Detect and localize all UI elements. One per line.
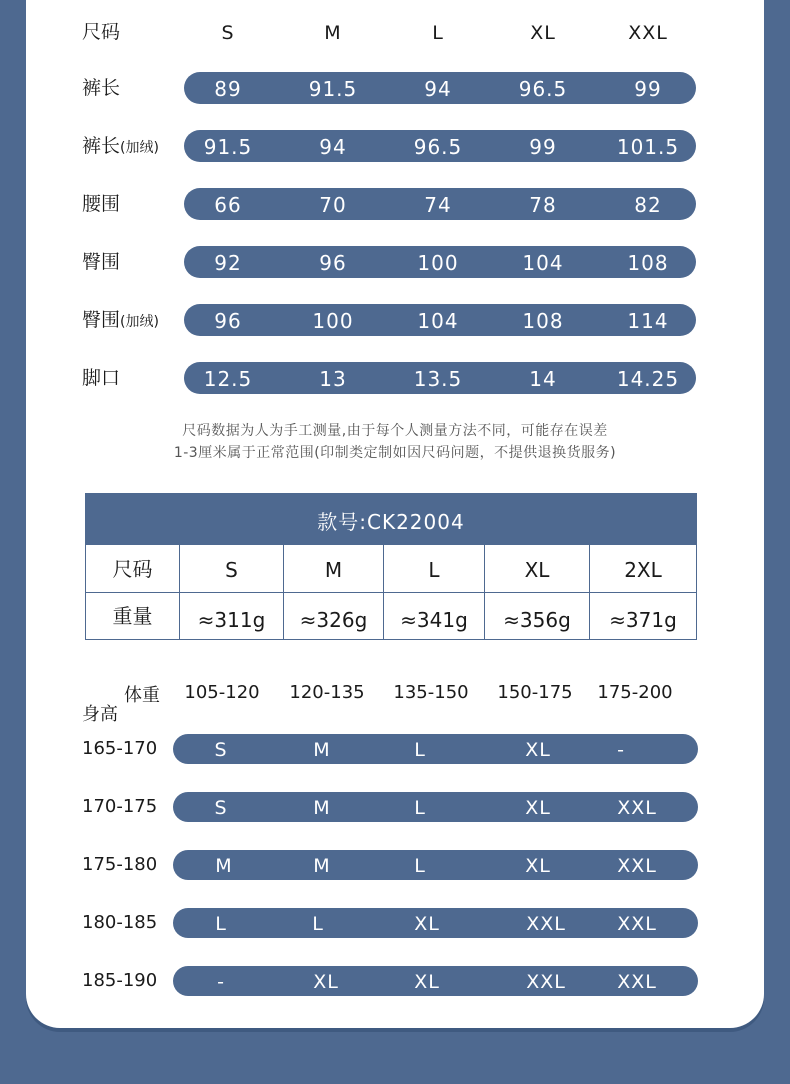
weight-axis-header: 体重 <box>124 685 160 706</box>
weight-range-header: 150-175 <box>497 682 573 703</box>
recommend-cell: XXL <box>617 797 657 819</box>
weight-range-header: 135-150 <box>393 682 469 703</box>
value-cell: 100 <box>312 309 354 333</box>
weight-size-label: 尺码 <box>86 544 180 592</box>
weight-table <box>85 493 697 640</box>
value-cell: 74 <box>424 193 452 217</box>
value-cell: 96 <box>319 251 347 275</box>
value-cell: 70 <box>319 193 347 217</box>
row-label-text: 腰围 <box>82 193 121 215</box>
row-label-text: 裤长 <box>82 77 121 99</box>
size-header-s: S <box>221 22 235 44</box>
recommend-cell: - <box>617 739 625 761</box>
value-cell: 99 <box>529 135 557 159</box>
height-range-label: 175-180 <box>82 854 158 875</box>
recommend-cell: - <box>217 971 225 993</box>
measure-row-pants-length <box>0 72 790 104</box>
value-cell: 12.5 <box>203 367 253 391</box>
weight-size-cell: M <box>284 544 384 592</box>
recommend-cell: XL <box>313 971 339 993</box>
value-cell: 114 <box>627 309 669 333</box>
recommend-cell: L <box>414 797 426 819</box>
row-label <box>82 72 120 104</box>
recommend-cell: XXL <box>526 971 566 993</box>
weight-range-header: 105-120 <box>184 682 260 703</box>
value-cell: 94 <box>319 135 347 159</box>
row-label <box>82 362 120 394</box>
recommend-cell: XXL <box>617 855 657 877</box>
weight-weight-label: 重量 <box>86 592 180 639</box>
value-cell: 101.5 <box>616 135 680 159</box>
row-label-text: 臀围 <box>82 309 121 331</box>
value-cell: 96.5 <box>518 77 568 101</box>
recommend-cell: L <box>414 739 426 761</box>
recommend-cell: S <box>214 797 228 819</box>
size-header-l: L <box>432 22 444 44</box>
value-cell: 92 <box>214 251 242 275</box>
row-label <box>82 246 120 278</box>
height-range-label: 180-185 <box>82 912 158 933</box>
weight-size-cell: S <box>180 544 284 592</box>
weight-value-cell: ≈356g <box>485 592 590 639</box>
style-number-title: 款号:CK22004 <box>86 494 696 544</box>
recommend-cell: XXL <box>617 913 657 935</box>
value-cell: 91.5 <box>203 135 253 159</box>
recommend-cell: XL <box>414 913 440 935</box>
size-header-xl: XL <box>530 22 556 44</box>
recommend-cell: L <box>215 913 227 935</box>
recommend-cell: M <box>215 855 233 877</box>
recommend-cell: XXL <box>526 913 566 935</box>
value-cell: 91.5 <box>308 77 358 101</box>
measure-row-waist <box>0 188 790 220</box>
height-range-label: 165-170 <box>82 738 158 759</box>
recommend-cell: XL <box>525 739 551 761</box>
value-cell: 14 <box>529 367 557 391</box>
measurement-note-line2: 1-3厘米属于正常范围(印制类定制如因尺码问题，不提供退换货服务) <box>173 445 617 461</box>
row-label <box>82 188 120 220</box>
size-header-row <box>0 16 790 48</box>
weight-size-cell: XL <box>485 544 590 592</box>
weight-value-cell: ≈371g <box>590 592 696 639</box>
value-cell: 78 <box>529 193 557 217</box>
row-label-sub: (加绒) <box>120 314 159 330</box>
weight-range-header: 175-200 <box>597 682 673 703</box>
measurement-note-line1: 尺码数据为人为手工测量,由于每个人测量方法不同，可能存在误差 <box>182 423 608 439</box>
value-cell: 108 <box>627 251 669 275</box>
value-cell: 100 <box>417 251 459 275</box>
recommend-cell: XXL <box>617 971 657 993</box>
height-axis-header: 身高 <box>82 704 118 725</box>
recommend-cell: M <box>313 739 331 761</box>
recommend-cell: L <box>312 913 324 935</box>
size-header-m: M <box>324 22 342 44</box>
weight-size-cell: 2XL <box>590 544 696 592</box>
recommend-cell: S <box>214 739 228 761</box>
measure-row-leg-opening <box>0 362 790 394</box>
row-label-text: 脚口 <box>82 367 121 389</box>
row-label <box>82 304 159 336</box>
value-cell: 94 <box>424 77 452 101</box>
weight-value-cell: ≈311g <box>180 592 284 639</box>
measure-row-hip <box>0 246 790 278</box>
measure-row-hip-fleece <box>0 304 790 336</box>
value-cell: 99 <box>634 77 662 101</box>
weight-value-cell: ≈326g <box>284 592 384 639</box>
recommend-cell: XL <box>525 797 551 819</box>
row-label-text: 裤长 <box>82 135 121 157</box>
weight-range-header: 120-135 <box>289 682 365 703</box>
value-cell: 82 <box>634 193 662 217</box>
value-cell: 13 <box>319 367 347 391</box>
row-label-text: 臀围 <box>82 251 121 273</box>
row-label <box>82 130 159 162</box>
weight-size-cell: L <box>384 544 485 592</box>
value-cell: 108 <box>522 309 564 333</box>
height-range-label: 185-190 <box>82 970 158 991</box>
recommend-cell: XL <box>414 971 440 993</box>
value-cell: 13.5 <box>413 367 463 391</box>
value-cell: 104 <box>417 309 459 333</box>
size-header-xxl: XXL <box>628 22 668 44</box>
recommend-cell: M <box>313 855 331 877</box>
value-cell: 89 <box>214 77 242 101</box>
weight-value-cell: ≈341g <box>384 592 485 639</box>
size-header-label: 尺码 <box>82 21 121 43</box>
value-cell: 14.25 <box>616 367 680 391</box>
recommend-cell: XL <box>525 855 551 877</box>
row-label-sub: (加绒) <box>120 140 159 156</box>
value-cell: 66 <box>214 193 242 217</box>
value-cell: 104 <box>522 251 564 275</box>
recommend-cell: L <box>414 855 426 877</box>
measure-row-pants-length-fleece <box>0 130 790 162</box>
value-cell: 96.5 <box>413 135 463 159</box>
value-cell: 96 <box>214 309 242 333</box>
recommend-cell: M <box>313 797 331 819</box>
height-range-label: 170-175 <box>82 796 158 817</box>
